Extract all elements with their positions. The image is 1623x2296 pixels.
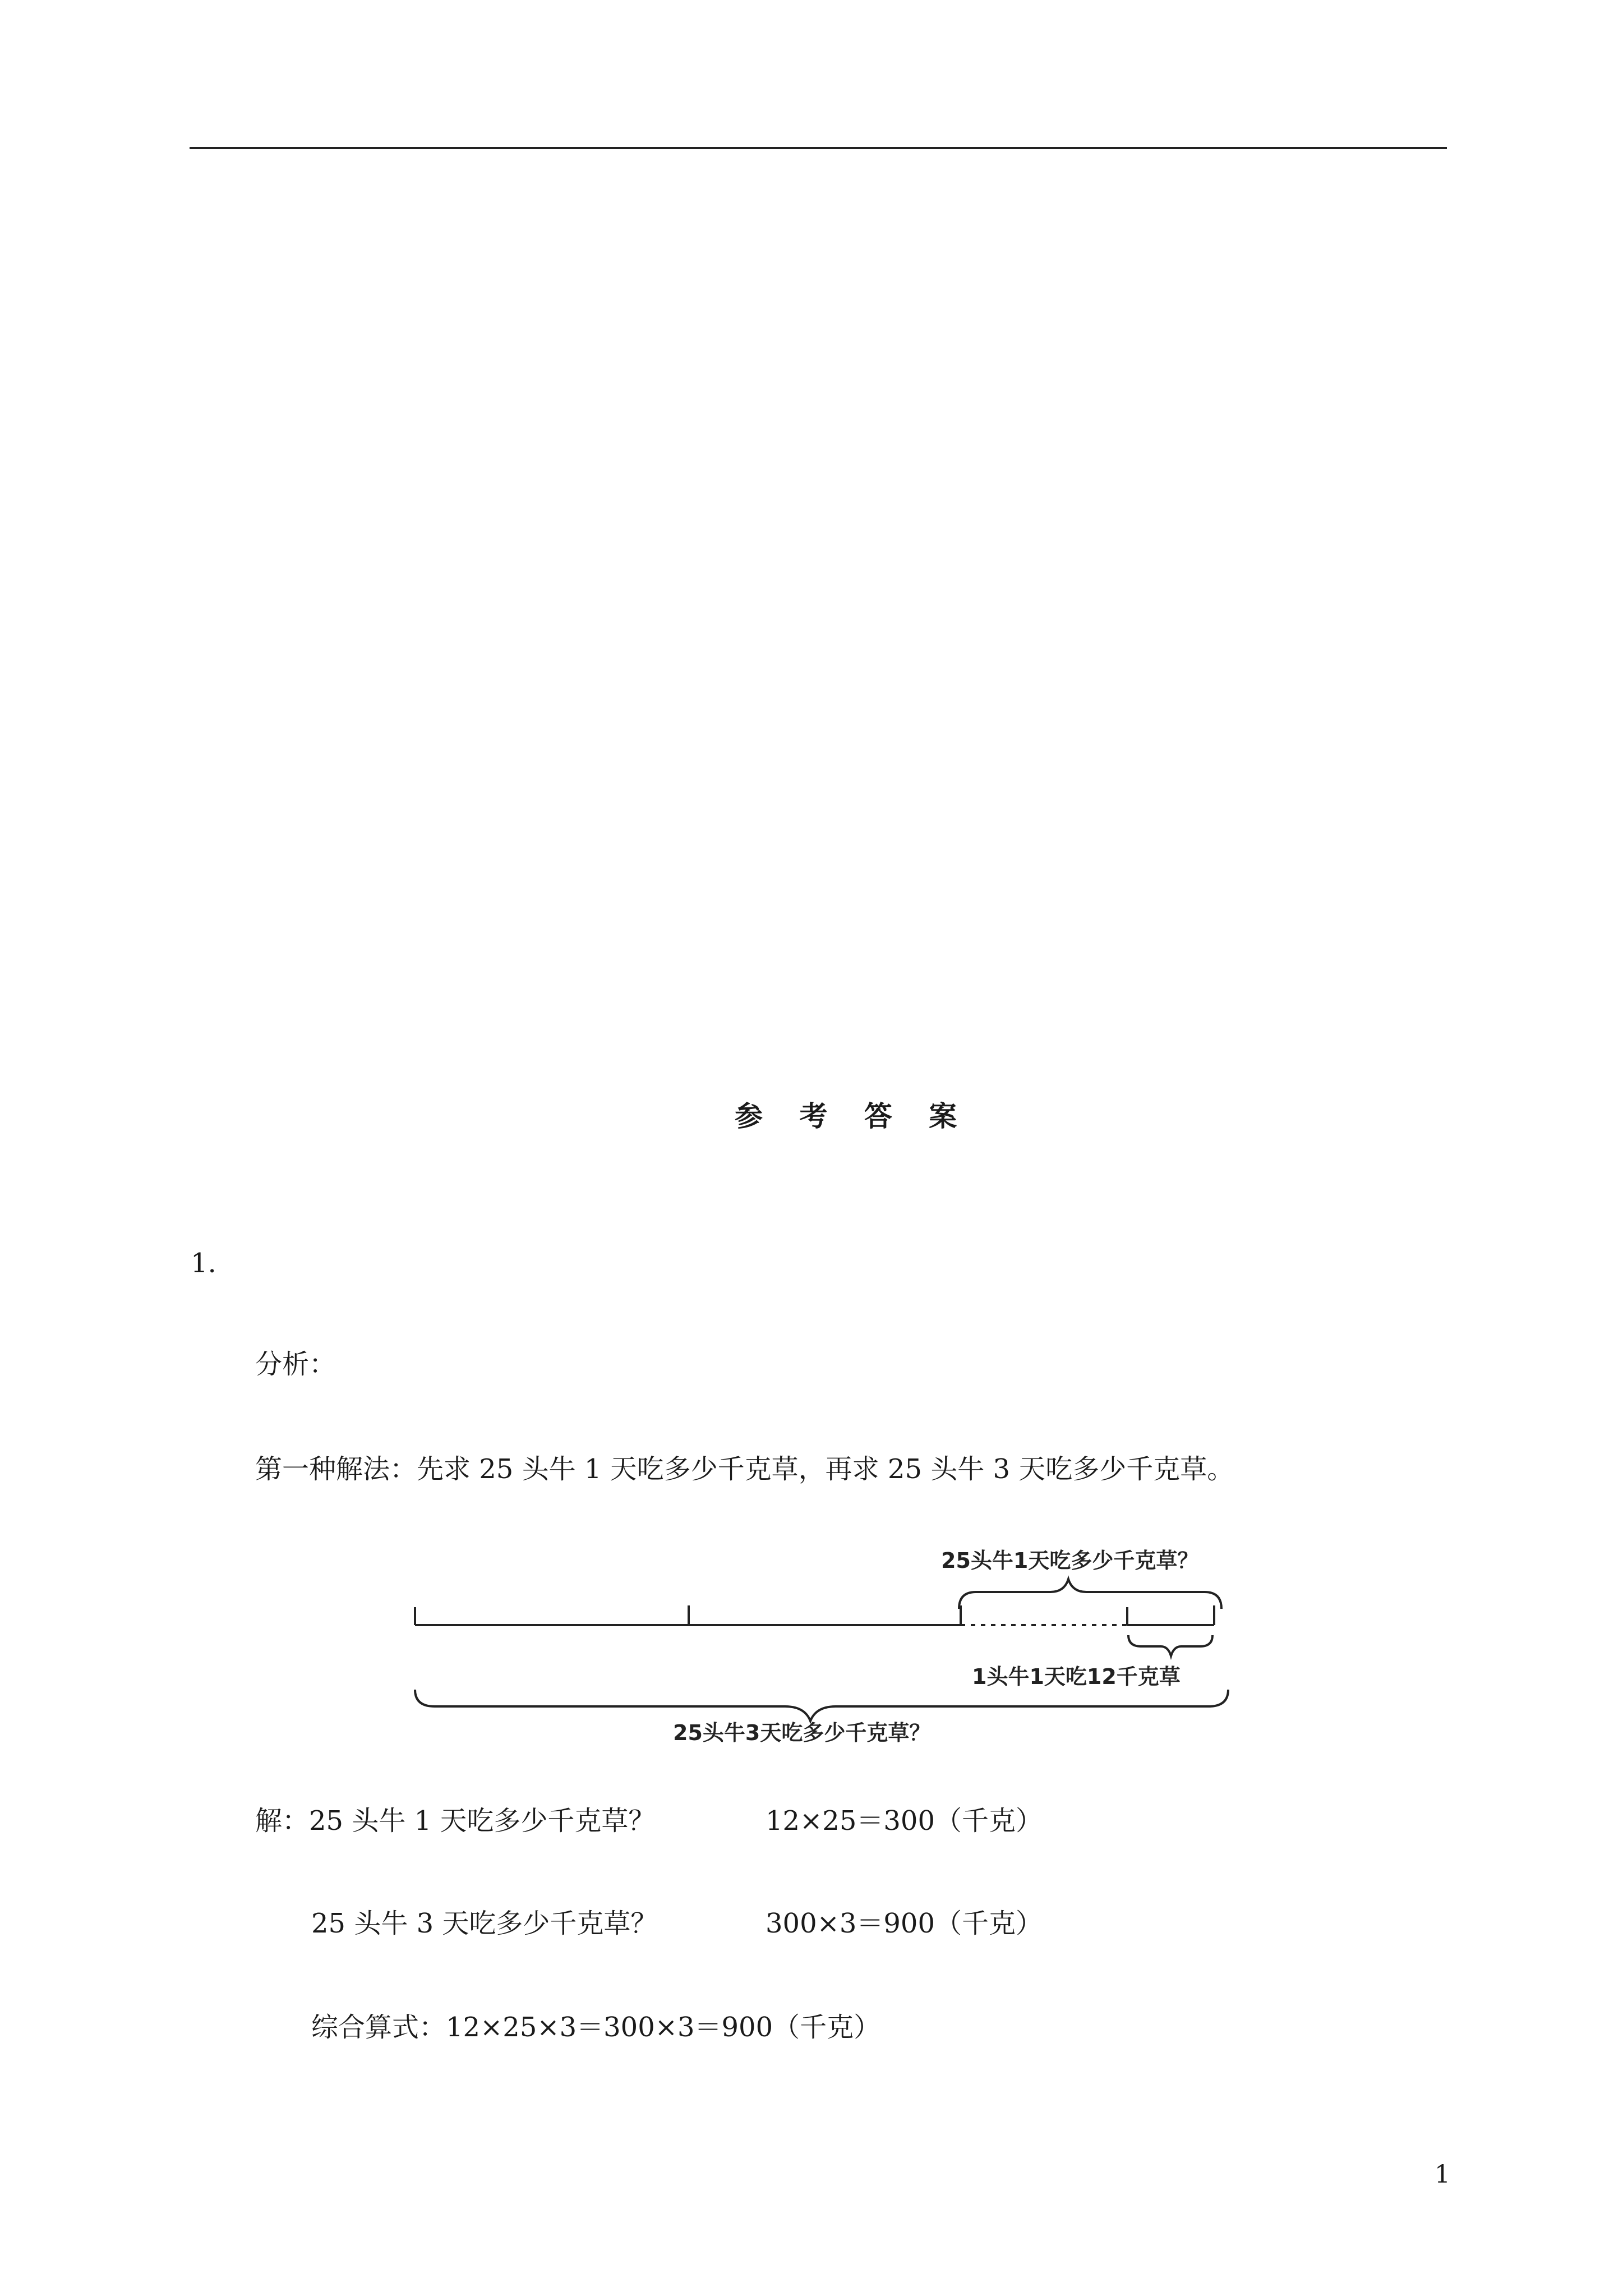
step1-answer: 12×25＝300（千克） [766,1805,1043,1837]
diagram-top-label: 25头牛1天吃多少千克草？ [941,1548,1199,1573]
step2-answer: 300×3＝900（千克） [766,1908,1043,1939]
bottom-brace [415,1690,1228,1721]
analysis-label: 分析： [255,1349,336,1380]
combined-formula: 综合算式：12×25×3＝300×3＝900（千克） [311,2012,881,2043]
page-number: 1 [1435,2160,1450,2189]
small-brace [1128,1635,1212,1656]
diagram-bottom-label: 25头牛3天吃多少千克草？ [673,1720,931,1745]
step2-question: 25 头牛 3 天吃多少千克草？ [311,1908,658,1939]
line-segment-diagram [393,1537,1245,1745]
page-title: 参 考 答 案 [735,1099,971,1133]
diagram-middle-label: 1头牛1天吃12千克草 [972,1664,1181,1689]
header-rule [190,147,1447,149]
method-text: 第一种解法：先求 25 头牛 1 天吃多少千克草，再求 25 头牛 3 天吃多少千克草。 [255,1453,1234,1485]
question-number: 1. [191,1248,216,1279]
step1-question: 解：25 头牛 1 天吃多少千克草？ [255,1805,656,1837]
top-brace [959,1579,1221,1609]
